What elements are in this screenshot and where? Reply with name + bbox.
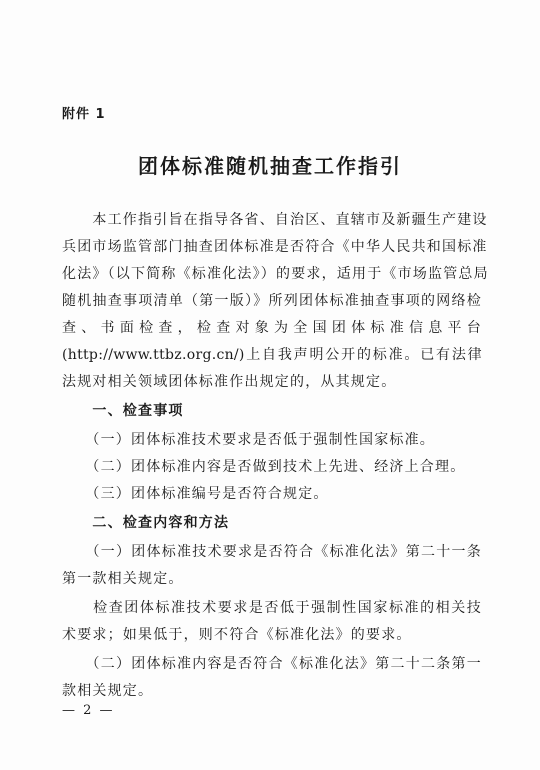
body-line: （一）团体标准技术要求是否符合《标准化法》第二十一条 [62, 544, 482, 560]
body-line: 第一款相关规定。 [62, 571, 184, 587]
body-line: 本工作指引旨在指导各省、自治区、直辖市及新疆生产建设 [62, 212, 488, 228]
list-item: （二）团体标准内容是否做到技术上先进、经济上合理。 [62, 459, 466, 475]
section-heading: 一、检查事项 [62, 403, 184, 419]
attachment-label: 附件 1 [62, 107, 106, 122]
body-line: 随机抽查事项清单（第一版）》所列团体标准抽查事项的网络检 [62, 293, 482, 309]
page-number: — 2 — [62, 703, 115, 718]
list-item: （一）团体标准技术要求是否低于强制性国家标准。 [62, 432, 435, 448]
body-line: 查、书面检查，检查对象为全国团体标准信息平台 [62, 320, 482, 336]
body-line: 兵团市场监管部门抽查团体标准是否符合《中华人民共和国标准 [62, 239, 488, 255]
body-line: 法规对相关领域团体标准作出规定的，从其规定。 [62, 374, 397, 390]
section-heading: 二、检查内容和方法 [62, 515, 230, 531]
body-line: （二）团体标准内容是否符合《标准化法》第二十二条第一 [62, 656, 482, 672]
body-line: 检查团体标准技术要求是否低于强制性国家标准的相关技 [62, 600, 482, 616]
list-item: （三）团体标准编号是否符合规定。 [62, 486, 329, 502]
body-line: (http://www.ttbz.org.cn/)上自我声明公开的标准。已有法律 [62, 347, 482, 363]
body-line: 化法》（以下简称《标准化法》）的要求，适用于《市场监管总局 [62, 266, 489, 282]
body-line: 术要求；如果低于，则不符合《标准化法》的要求。 [62, 627, 412, 643]
document-title: 团体标准随机抽查工作指引 [138, 154, 402, 178]
body-line: 款相关规定。 [62, 683, 154, 699]
